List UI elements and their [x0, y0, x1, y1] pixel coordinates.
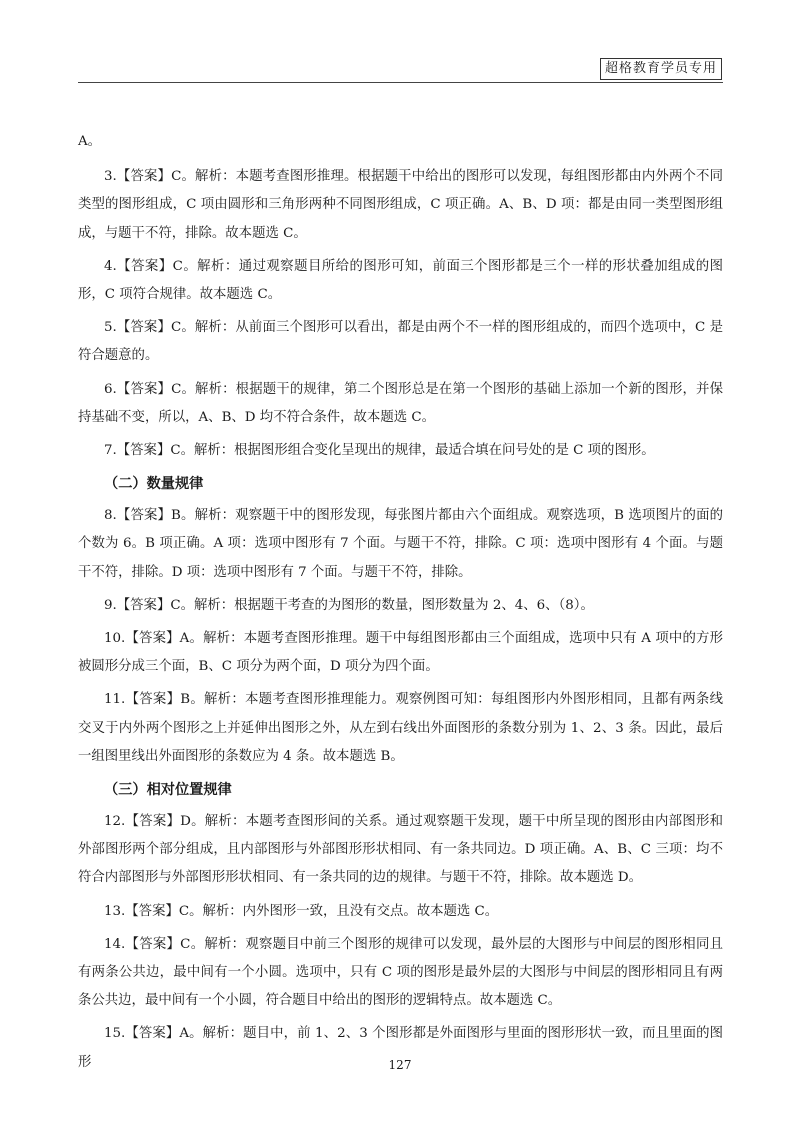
answer-paragraph: 13.【答案】C。解析：内外图形一致，且没有交点。故本题选 C。: [104, 903, 499, 919]
section-heading: （三）相对位置规律: [104, 782, 232, 799]
answer-paragraph: 6.【答案】C。解析：根据题干的规律，第二个图形总是在第一个图形的基础上添加一个新的图形，并保持基础不变，所以，A、B、D 均不符合条件，故本题选 C。: [78, 381, 723, 425]
header-rule: [78, 82, 723, 83]
answer-paragraph: 12.【答案】D。解析：本题考查图形间的关系。通过观察题干发现，题干中所呈现的图形由内部图形和外部图形两个部分组成，且内部图形与外部图形形状相同、有一条共同边。D 项正确。A、B、C 三项：均不符合内部图形与外部图形形状相同、有一条共同的边的规律。与题干不符，排除。故本题选 D。: [78, 814, 723, 886]
answer-paragraph: 7.【答案】C。解析：根据图形组合变化呈现出的规律，最适合填在问号处的是 C 项的图形。: [104, 443, 655, 459]
page-number: 127: [388, 1058, 412, 1072]
header-badge: 超格教育学员专用: [600, 58, 722, 80]
continued-text: A。: [78, 134, 102, 149]
answer-paragraph: 15.【答案】A。解析：题目中，前 1、2、3 个图形都是外面图形与里面的图形形状一致，而且里面的图形: [78, 1026, 723, 1070]
answer-paragraph: 5.【答案】C。解析：从前面三个图形可以看出，都是由两个不一样的图形组成的，而四个选项中，C 是符合题意的。: [78, 320, 723, 364]
answer-paragraph: 11.【答案】B。解析：本题考查图形推理能力。观察例图可知：每组图形内外图形相同，且都有两条线交叉于内外两个图形之上并延伸出图形之外，从左到右线出外面图形的条数分别为 1、2、3 条。因此，最后一组图里线出外面图形的条数应为 4 条。故本题选 B。: [78, 692, 723, 764]
answer-paragraph: 9.【答案】C。解析：根据题干考查的为图形的数量，图形数量为 2、4、6、（8）。: [104, 597, 594, 613]
answer-paragraph: 10.【答案】A。解析：本题考查图形推理。题干中每组图形都由三个面组成，选项中只有 A 项中的方形被圆形分成三个面，B、C 项分为两个面，D 项分为四个面。: [78, 631, 723, 675]
answer-paragraph: 14.【答案】C。解析：观察题目中前三个图形的规律可以发现，最外层的大图形与中间层的图形相同且有两条公共边，最中间有一个小圆。选项中，只有 C 项的图形是最外层的大图形与中间层的图形相同且有两条公共边，最中间有一个小圆，符合题目中给出的图形的逻辑特点。故本题选 C。: [78, 936, 723, 1009]
answer-paragraph: 4.【答案】C。解析：通过观察题目所给的图形可知，前面三个图形都是三个一样的形状叠加组成的图形，C 项符合规律。故本题选 C。: [78, 258, 723, 303]
document-body: [78, 128, 723, 1082]
section-heading: （二）数量规律: [104, 476, 204, 493]
answer-paragraph: 3.【答案】C。解析：本题考查图形推理。根据题干中给出的图形可以发现，每组图形都由内外两个不同类型的图形组成，C 项由圆形和三角形两种不同图形组成，C 项正确。A、B、D 项：都是由同一类型图形组成，与题干不符，排除。故本题选 C。: [78, 169, 723, 241]
answer-paragraph: 8.【答案】B。解析：观察题干中的图形发现，每张图片都由六个面组成。观察选项，B 选项图片的面的个数为 6。B 项正确。A 项：选项中图形有 7 个面。与题干不符，排除。C 项：选项中图形有 4 个面。与题干不符，排除。D 项：选项中图形有 7 个面。与题干不符，排除。: [78, 508, 723, 580]
